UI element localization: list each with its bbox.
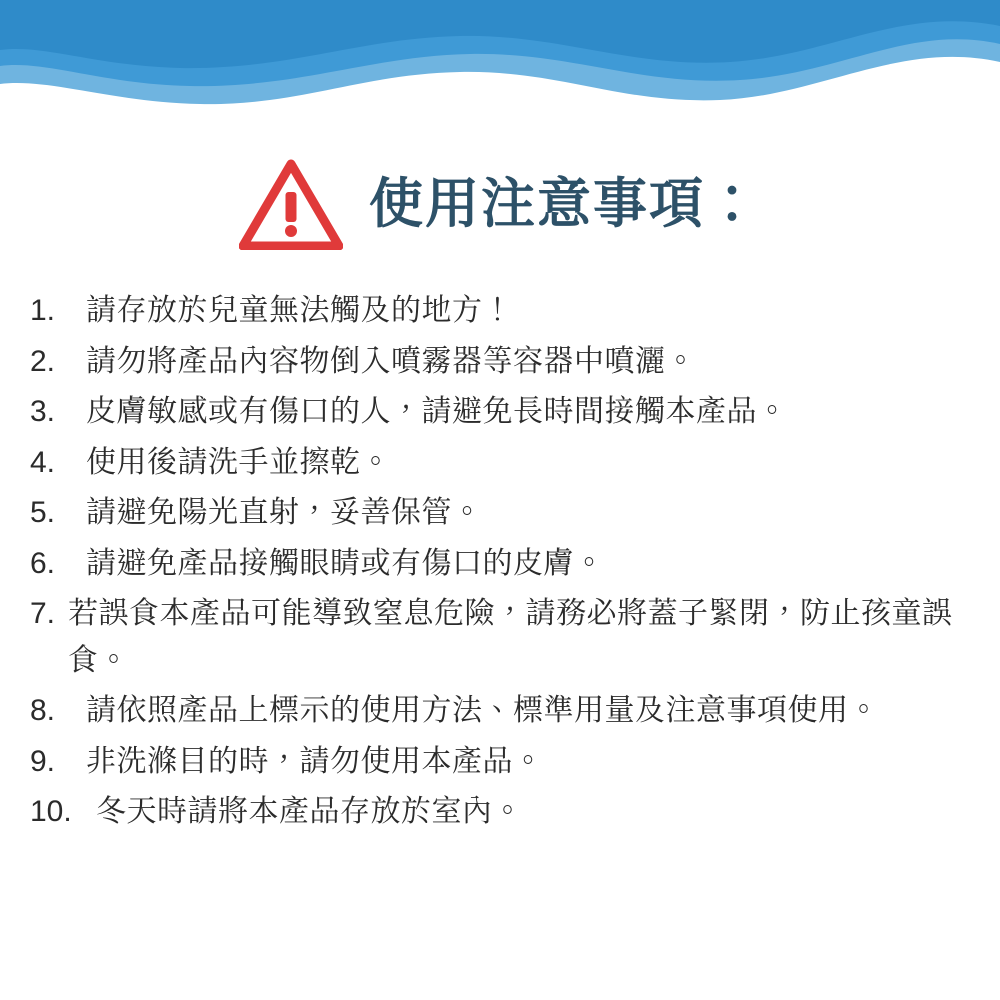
list-item-text: 請避免陽光直射，妥善保管。 (86, 496, 483, 529)
list-item-text: 請存放於兒童無法觸及的地方！ (86, 294, 513, 327)
page-title: 使用注意事項： (369, 174, 761, 234)
list-item-number: 2. (30, 344, 56, 378)
list-item (30, 440, 980, 487)
list-item-number: 7. (30, 597, 56, 630)
list-item-text: 皮膚敏感或有傷口的人，請避免長時間接觸本產品。 (86, 395, 788, 428)
list-item (30, 591, 980, 684)
list-item-text: 冬天時請將本產品存放於室內。 (96, 795, 523, 828)
list-item-number: 6. (30, 546, 56, 580)
warning-triangle-icon (239, 158, 343, 250)
list-item-text: 請勿將產品內容物倒入噴霧器等容器中噴灑。 (86, 344, 696, 378)
page-title-row (0, 158, 1000, 250)
list-item (30, 541, 980, 588)
list-item-number: 10. (30, 795, 72, 828)
list-item (30, 339, 980, 386)
list-item-number: 9. (30, 744, 56, 778)
list-item-number: 5. (30, 496, 56, 529)
list-item-number: 8. (30, 694, 56, 727)
list-item-number: 1. (30, 294, 56, 327)
list-item-text: 非洗滌目的時，請勿使用本產品。 (86, 744, 544, 778)
list-item (30, 490, 980, 537)
list-item (30, 688, 980, 735)
list-item-text: 若誤食本產品可能導致窒息危險，請務必將蓋子緊閉，防止孩童誤食。 (68, 597, 953, 677)
precautions-list (30, 288, 980, 840)
list-item-text: 使用後請洗手並擦乾。 (86, 445, 391, 479)
list-item-number: 3. (30, 395, 56, 428)
list-item-text: 請避免產品接觸眼睛或有傷口的皮膚。 (86, 546, 605, 580)
list-item (30, 739, 980, 786)
wave-header-decoration (0, 0, 1000, 130)
list-item (30, 389, 980, 436)
list-item-number: 4. (30, 445, 56, 479)
list-item-text: 請依照產品上標示的使用方法、標準用量及注意事項使用。 (86, 694, 879, 727)
list-item (30, 288, 980, 335)
list-item (30, 789, 980, 836)
